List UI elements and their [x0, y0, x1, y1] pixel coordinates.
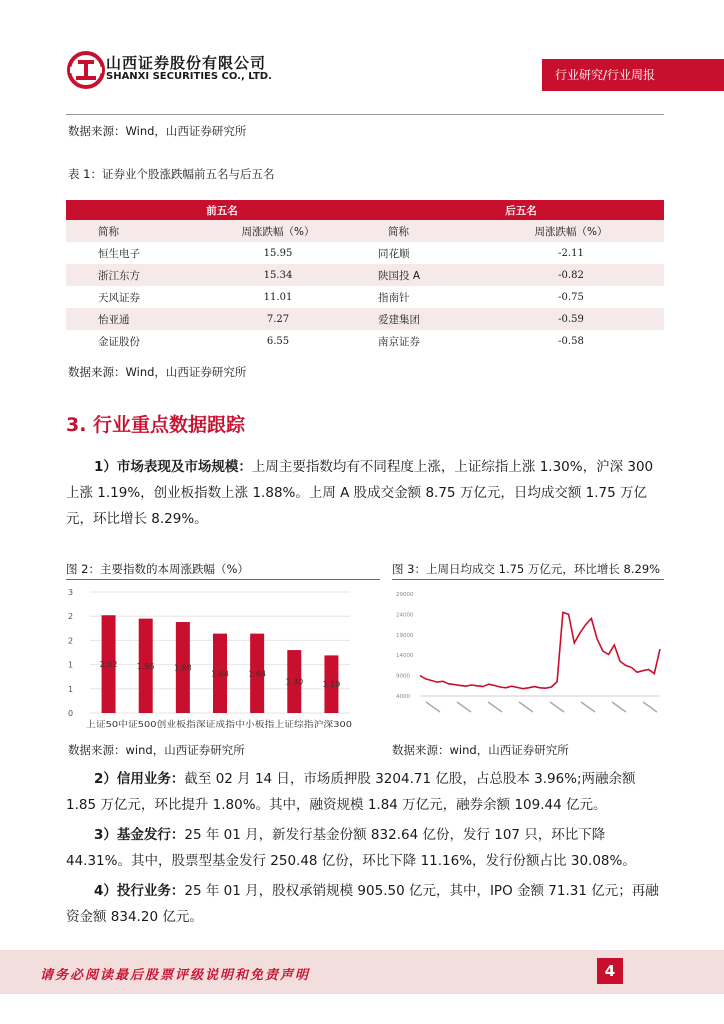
paragraph-text: 截至 02 月 14 日，市场质押股 3204.71 亿股，占总股本 3.96%;两融余额 1.85 万亿元，环比提升 1.80%。其中，融资规模 1.84 万亿元，融券余额 109.44 亿元。 [66, 771, 636, 813]
top-change: 15.34 [178, 264, 378, 286]
x-axis-category-labels: 上证50中证500创业板指深证成指中小板指上证综指沪深300 [86, 719, 352, 729]
top-change: 7.27 [178, 308, 378, 330]
y-tick-label: 14000 [396, 653, 414, 660]
data-source-note: 数据来源：Wind，山西证券研究所 [68, 365, 247, 379]
stock-change-table [66, 200, 664, 352]
bottom-name: 同花顺 [378, 247, 410, 260]
y-tick-label: 1 [68, 660, 74, 670]
header-divider [66, 114, 664, 115]
bar-value-label: 1.30 [285, 677, 304, 687]
table-column-header [66, 220, 664, 242]
paragraph-credit [66, 766, 666, 818]
paragraph-text: 上周主要指数均有不同程度上涨，上证综指上涨 1.30%，沪深 300 上涨 1.19%，创业板指数上涨 1.88%。上周 A 股成交金额 8.75 万亿元，日均成交额 1.75 万亿元，环比增长 8.29%。 [66, 459, 654, 527]
bottom-name: 陕国投 A [378, 264, 478, 286]
figure-divider [392, 579, 664, 580]
data-source-note: 数据来源：wind，山西证券研究所 [392, 743, 569, 757]
table-row [66, 264, 664, 286]
y-tick-label: 19000 [396, 632, 414, 639]
top-change: 15.95 [263, 247, 293, 259]
bottom-change: -0.59 [478, 308, 664, 330]
page-number: 4 [597, 958, 623, 984]
y-tick-label: 3 [68, 588, 74, 597]
bottom-name: 南京证券 [378, 335, 420, 348]
data-source-note: 数据来源：Wind，山西证券研究所 [68, 124, 247, 138]
report-category: 行业研究/行业周报 [555, 68, 656, 82]
paragraph-lead: 3）基金发行： [94, 827, 185, 843]
bottom-change: -0.82 [478, 264, 664, 286]
data-source-note: 数据来源：wind，山西证券研究所 [68, 743, 245, 757]
table-row [66, 242, 664, 264]
x-tick-label [426, 702, 440, 712]
figure-divider [66, 579, 380, 580]
table-row [66, 286, 664, 308]
bar-value-label: 1.64 [211, 669, 229, 679]
x-tick-label [457, 702, 471, 712]
daily-turnover-line-chart [392, 584, 664, 732]
table-title: 表 1：证券业个股涨跌幅前五名与后五名 [68, 167, 275, 181]
paragraph-lead: 2）信用业务： [94, 771, 185, 787]
bottom-change: -0.75 [558, 291, 584, 303]
col-change-top: 周涨跌幅（%） [178, 220, 378, 242]
section-title: 3. 行业重点数据跟踪 [66, 414, 246, 436]
y-tick-label: 2 [68, 612, 74, 622]
paragraph-market [66, 454, 666, 532]
turnover-series-line [420, 612, 660, 688]
group-top-five: 前五名 [66, 200, 378, 220]
index-change-bar-chart [60, 584, 352, 732]
bottom-name: 指南针 [378, 291, 410, 304]
paragraph-lead: 4）投行业务： [94, 883, 185, 899]
top-name: 金证股份 [98, 335, 140, 348]
company-name-cn: 山西证券股份有限公司 [106, 54, 267, 72]
top-change: 11.01 [263, 291, 293, 303]
y-tick-label: 9000 [396, 673, 410, 680]
y-tick-label: 4000 [396, 694, 410, 700]
bottom-change: -0.58 [558, 335, 584, 347]
top-change: 6.55 [266, 335, 290, 347]
disclaimer-text: 请务必阅读最后股票评级说明和免责声明 [40, 968, 311, 983]
x-tick-label [581, 702, 595, 712]
col-name-bottom: 简称 [378, 220, 478, 242]
figure-3-title: 图 3：上周日均成交 1.75 万亿元，环比增长 8.29% [392, 562, 661, 576]
y-tick-label: 29000 [396, 592, 414, 598]
paragraph-text: 25 年 01 月，股权承销规模 905.50 亿元，其中，IPO 金额 71.31 亿元；再融资金额 834.20 亿元。 [66, 883, 659, 925]
table-row [66, 330, 664, 352]
x-tick-label [643, 702, 657, 712]
x-tick-label [519, 702, 533, 712]
group-bottom-five: 后五名 [378, 200, 664, 220]
top-name: 恒生电子 [98, 247, 140, 260]
top-name: 怡亚通 [66, 308, 178, 330]
bottom-name: 爱建集团 [378, 308, 478, 330]
x-tick-label [612, 702, 626, 712]
y-tick-label: 0 [68, 709, 74, 718]
bar-value-label: 1.88 [173, 663, 192, 673]
paragraph-fund [66, 822, 666, 874]
table-row [66, 308, 664, 330]
bar-value-label: 1.64 [248, 669, 267, 679]
col-name-top: 简称 [66, 220, 178, 242]
paragraph-text: 25 年 01 月，新发行基金份额 832.64 亿份，发行 107 只，环比下降 44.31%。其中，股票型基金发行 250.48 亿份，环比下降 11.16%，发行份额占比 30.08%。 [66, 827, 636, 869]
paragraph-lead: 1）市场表现及市场规模： [94, 459, 252, 475]
company-name-en: SHANXI SECURITIES CO., LTD. [106, 71, 272, 82]
top-name: 天风证券 [98, 291, 140, 304]
top-name: 浙江东方 [66, 264, 178, 286]
y-tick-label: 2 [68, 636, 74, 646]
bar-value-label: 1.19 [322, 680, 341, 690]
table-group-header [66, 200, 664, 220]
paragraph-ib [66, 878, 666, 930]
bar-value-label: 1.95 [136, 661, 155, 671]
x-tick-label [550, 702, 564, 712]
bottom-change: -2.11 [558, 247, 584, 259]
figure-2-title: 图 2：主要指数的本周涨跌幅（%） [66, 562, 249, 576]
col-change-bottom: 周涨跌幅（%） [478, 220, 664, 242]
bar-value-label: 2.02 [99, 660, 118, 670]
shanxi-securities-logo-icon [66, 50, 106, 90]
y-tick-label: 1 [68, 684, 74, 694]
y-tick-label: 24000 [396, 612, 414, 619]
x-tick-label [488, 702, 502, 712]
